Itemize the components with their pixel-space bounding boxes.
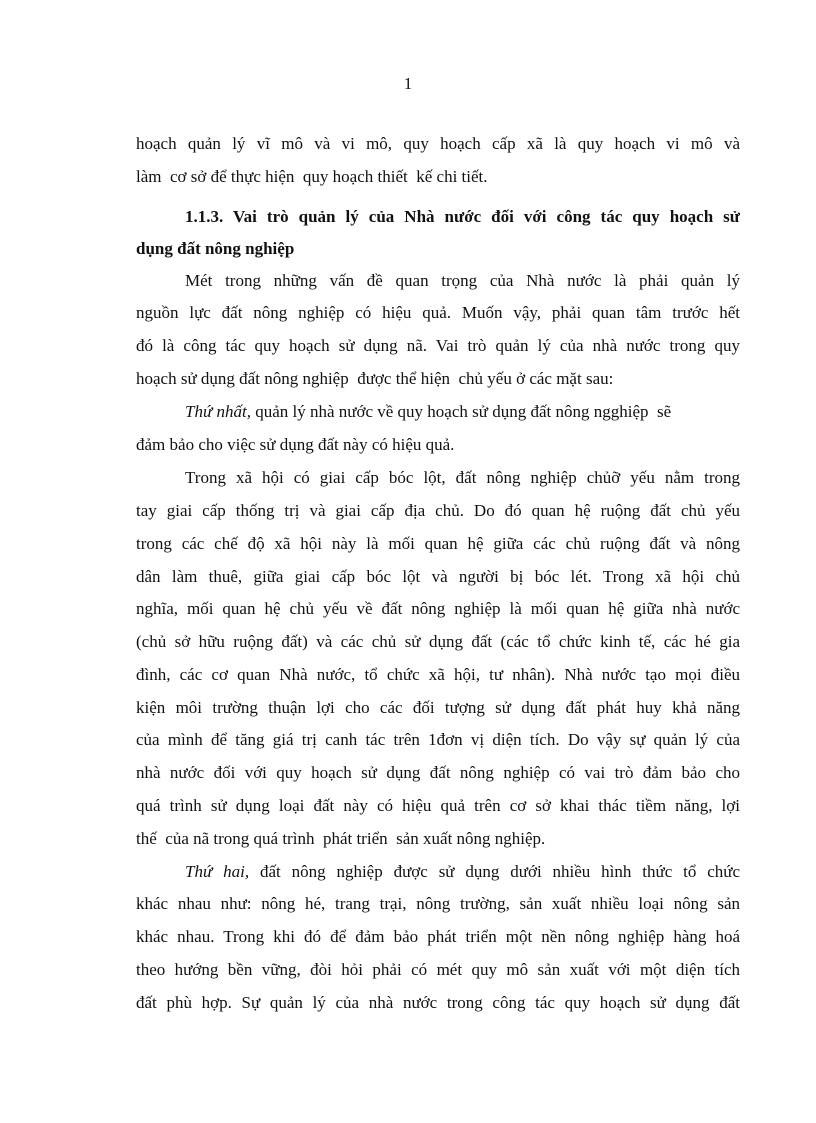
paragraph-text: đất nông nghiệp được sử dụng dưới nhiều hình thức tổ chức (249, 862, 741, 881)
paragraph-line: nghĩa, mối quan hệ chủ yếu về đất nông nghiệp là mối quan hệ giữa nhà nước (136, 599, 740, 618)
paragraph-line: dân làm thuê, giữa giai cấp bóc lột và người bị bóc lét. Trong xã hội chủ (136, 567, 740, 586)
paragraph-text: quản lý nhà nước về quy hoạch sử dụng đất nông ngghiệp sẽ (250, 402, 672, 421)
paragraph-line: khác nhau như: nông hé, trang trại, nông trường, sản xuất nhiều loại nông sản (136, 894, 740, 913)
paragraph-line: Mét trong những vấn đề quan trọng của Nhà nước là phải quản lý (185, 271, 740, 290)
paragraph-line: đất phù hợp. Sự quản lý của nhà nước trong công tác quy hoạch sử dụng đất (136, 993, 740, 1012)
page-number: 1 (403, 74, 413, 93)
paragraph-line: thế của nã trong quá trình phát triển sản xuất nông nghiệp. (136, 829, 546, 848)
paragraph-line: kiện môi trường thuận lợi cho các đối tượng sử dụng đất phát huy khả năng (136, 698, 740, 717)
paragraph-lead: Thứ hai, (185, 862, 250, 881)
paragraph-line: nhà nước đối với quy hoạch sử dụng đất nông nghiệp có vai trò đảm bảo cho (136, 763, 740, 782)
paragraph-line (185, 401, 671, 423)
paragraph-line: quá trình sử dụng loại đất này có hiệu quả trên cơ sở khai thác tiềm năng, lợi (136, 796, 740, 815)
paragraph-line: (chủ sở hữu ruộng đất) và các chủ sử dụng đất (các tổ chức kinh tế, các hé gia (136, 632, 740, 651)
paragraph-line: hoạch quản lý vĩ mô và vi mô, quy hoạch cấp xã là quy hoạch vi mô và (136, 134, 740, 153)
paragraph-line: làm cơ sở để thực hiện quy hoạch thiết kế chi tiết. (136, 167, 488, 186)
paragraph-line: hoạch sử dụng đất nông nghiệp được thể hiện chủ yếu ở các mặt sau: (136, 369, 614, 388)
paragraph-line: đảm bảo cho việc sử dụng đất này có hiệu quả. (136, 435, 455, 454)
paragraph-line: của mình để tăng giá trị canh tác trên 1đơn vị diện tích. Do vậy sự quản lý của (136, 730, 740, 749)
paragraph-lead: Thứ nhất, (185, 402, 251, 421)
paragraph-line: tay giai cấp thống trị và giai cấp địa chủ. Do đó quan hệ ruộng đất chủ yếu (136, 501, 740, 520)
paragraph-line: Trong xã hội có giai cấp bóc lột, đất nông nghiệp chủỡ yếu nằm trong (185, 468, 740, 487)
section-heading: dụng đất nông nghiệp (136, 239, 295, 258)
paragraph-line: đình, các cơ quan Nhà nước, tổ chức xã hội, tư nhân). Nhà nước tạo mọi điều (136, 665, 740, 684)
paragraph-line: đó là công tác quy hoạch sử dụng nã. Vai trò quản lý của nhà nước trong quy (136, 336, 740, 355)
paragraph-line: theo hướng bền vững, đòi hỏi phải có mét quy mô sản xuất với một diện tích (136, 960, 740, 979)
paragraph-line: trong các chế độ xã hội này là mối quan hệ giữa các chủ ruộng đất và nông (136, 534, 740, 553)
section-heading: 1.1.3. Vai trò quản lý của Nhà nước đối với công tác quy hoạch sử (185, 207, 740, 226)
paragraph-line (185, 861, 740, 883)
paragraph-line: nguồn lực đất nông nghiệp có hiệu quả. Muốn vậy, phải quan tâm trước hết (136, 303, 740, 322)
paragraph-line: khác nhau. Trong khi đó để đảm bảo phát triển một nền nông nghiệp hàng hoá (136, 927, 740, 946)
